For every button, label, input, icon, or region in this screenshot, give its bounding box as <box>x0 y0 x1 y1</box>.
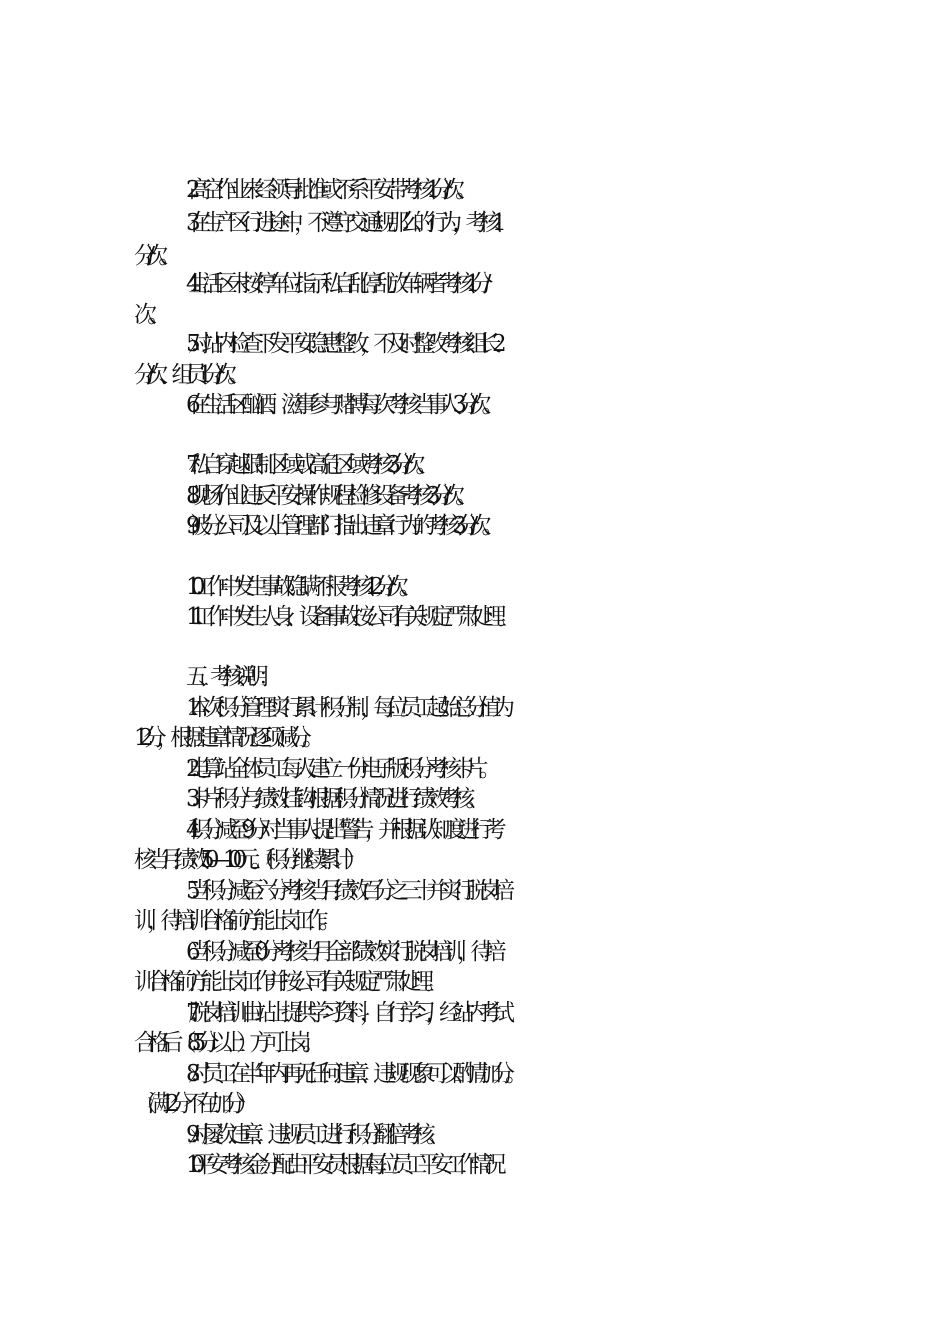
paragraph-line: 5.当积分减至六分考核当月绩效百分之三十并实行脱岗培 <box>186 878 506 904</box>
paragraph-line: 分/次。 <box>134 243 172 269</box>
paragraph-line: 3.在生产区行进途中，不遵守交通规那么的行为，考核1 <box>186 210 497 236</box>
paragraph-line: 次。 <box>134 302 161 328</box>
paragraph-line: 9.被分公司及以上管理部门指出违章行为的考核3分/次。 <box>186 513 495 539</box>
paragraph-line: 分/次、组员1分/次。 <box>134 362 241 388</box>
paragraph-line: 训，待培训合格前方能上岗工作。 <box>134 908 333 934</box>
paragraph-line: 4.生活区未按停车位指示私自乱停乱放车辆者考核1分/ <box>186 271 482 297</box>
paragraph-line: 10.平安考核金分配由平安员根据每位员工平安工作情况 <box>186 1152 497 1178</box>
paragraph-line: 9.对屡次违章、违规员工进行积分翻倍考核。 <box>186 1122 440 1148</box>
paragraph-line: 2.高空作业未经领导批准或不系平安带考核1分/次。 <box>186 177 469 203</box>
paragraph-line: 8.现场作业违反平安操作规程检修设备考核3分/次。 <box>186 483 469 509</box>
paragraph-line: 6.在生活区酗酒、滋事参与赌博每次考核当事人3分/次。 <box>186 392 495 418</box>
paragraph-line: 6.当积分减至0分考核当月全部绩效实行脱岗培训，待培 <box>186 939 497 965</box>
paragraph-line: 8.对员工在半年内再无任何违章、违规现象可以酌情加分。 <box>186 1061 519 1087</box>
paragraph-line: （满12分不在加分） <box>134 1091 250 1117</box>
section-heading: 五、考核说明： <box>186 664 270 690</box>
paragraph-line: 3.卡片积分与绩效挂钩根据积分情况进行绩效考核。 <box>186 786 479 812</box>
paragraph-line: 4.积分减至9分对当事人提出警告，并根据认知度进行考 <box>186 817 497 843</box>
paragraph-line: 合格后（85分以上）方可上岗。 <box>134 1030 316 1056</box>
paragraph-line: 10.工作中发生事故隐瞒不报考核12分/次。 <box>186 574 412 600</box>
paragraph-line: 1.本次积分管理实行累计积分制，每位员工起始总分值为 <box>186 695 506 721</box>
paragraph-line: 7.私自穿越限制区域或高危区域考核3分/次。 <box>186 452 429 478</box>
paragraph-line: 11.工作中发生人身、设备事故按公司有关规定严肃处理。 <box>186 604 510 630</box>
paragraph-line: 核当月绩效50—100元。（积分继续累计） <box>134 847 358 873</box>
paragraph-line: 2.电算站全体员工每人建立一份电子版积分考核卡片。 <box>186 756 492 782</box>
paragraph-line: 12分，根据违章情况逐项减分。 <box>134 725 316 751</box>
paragraph-line: 5.对站内检查下发平安隐患整改，不及时整改考核组长2 <box>186 331 497 357</box>
paragraph-line: 训合格前方能上岗工作并按公司有关规定严肃处理。 <box>134 969 438 995</box>
paragraph-line: 7.脱岗培训由站上提供学习资料，自行学习，经站内考试 <box>186 1000 506 1026</box>
